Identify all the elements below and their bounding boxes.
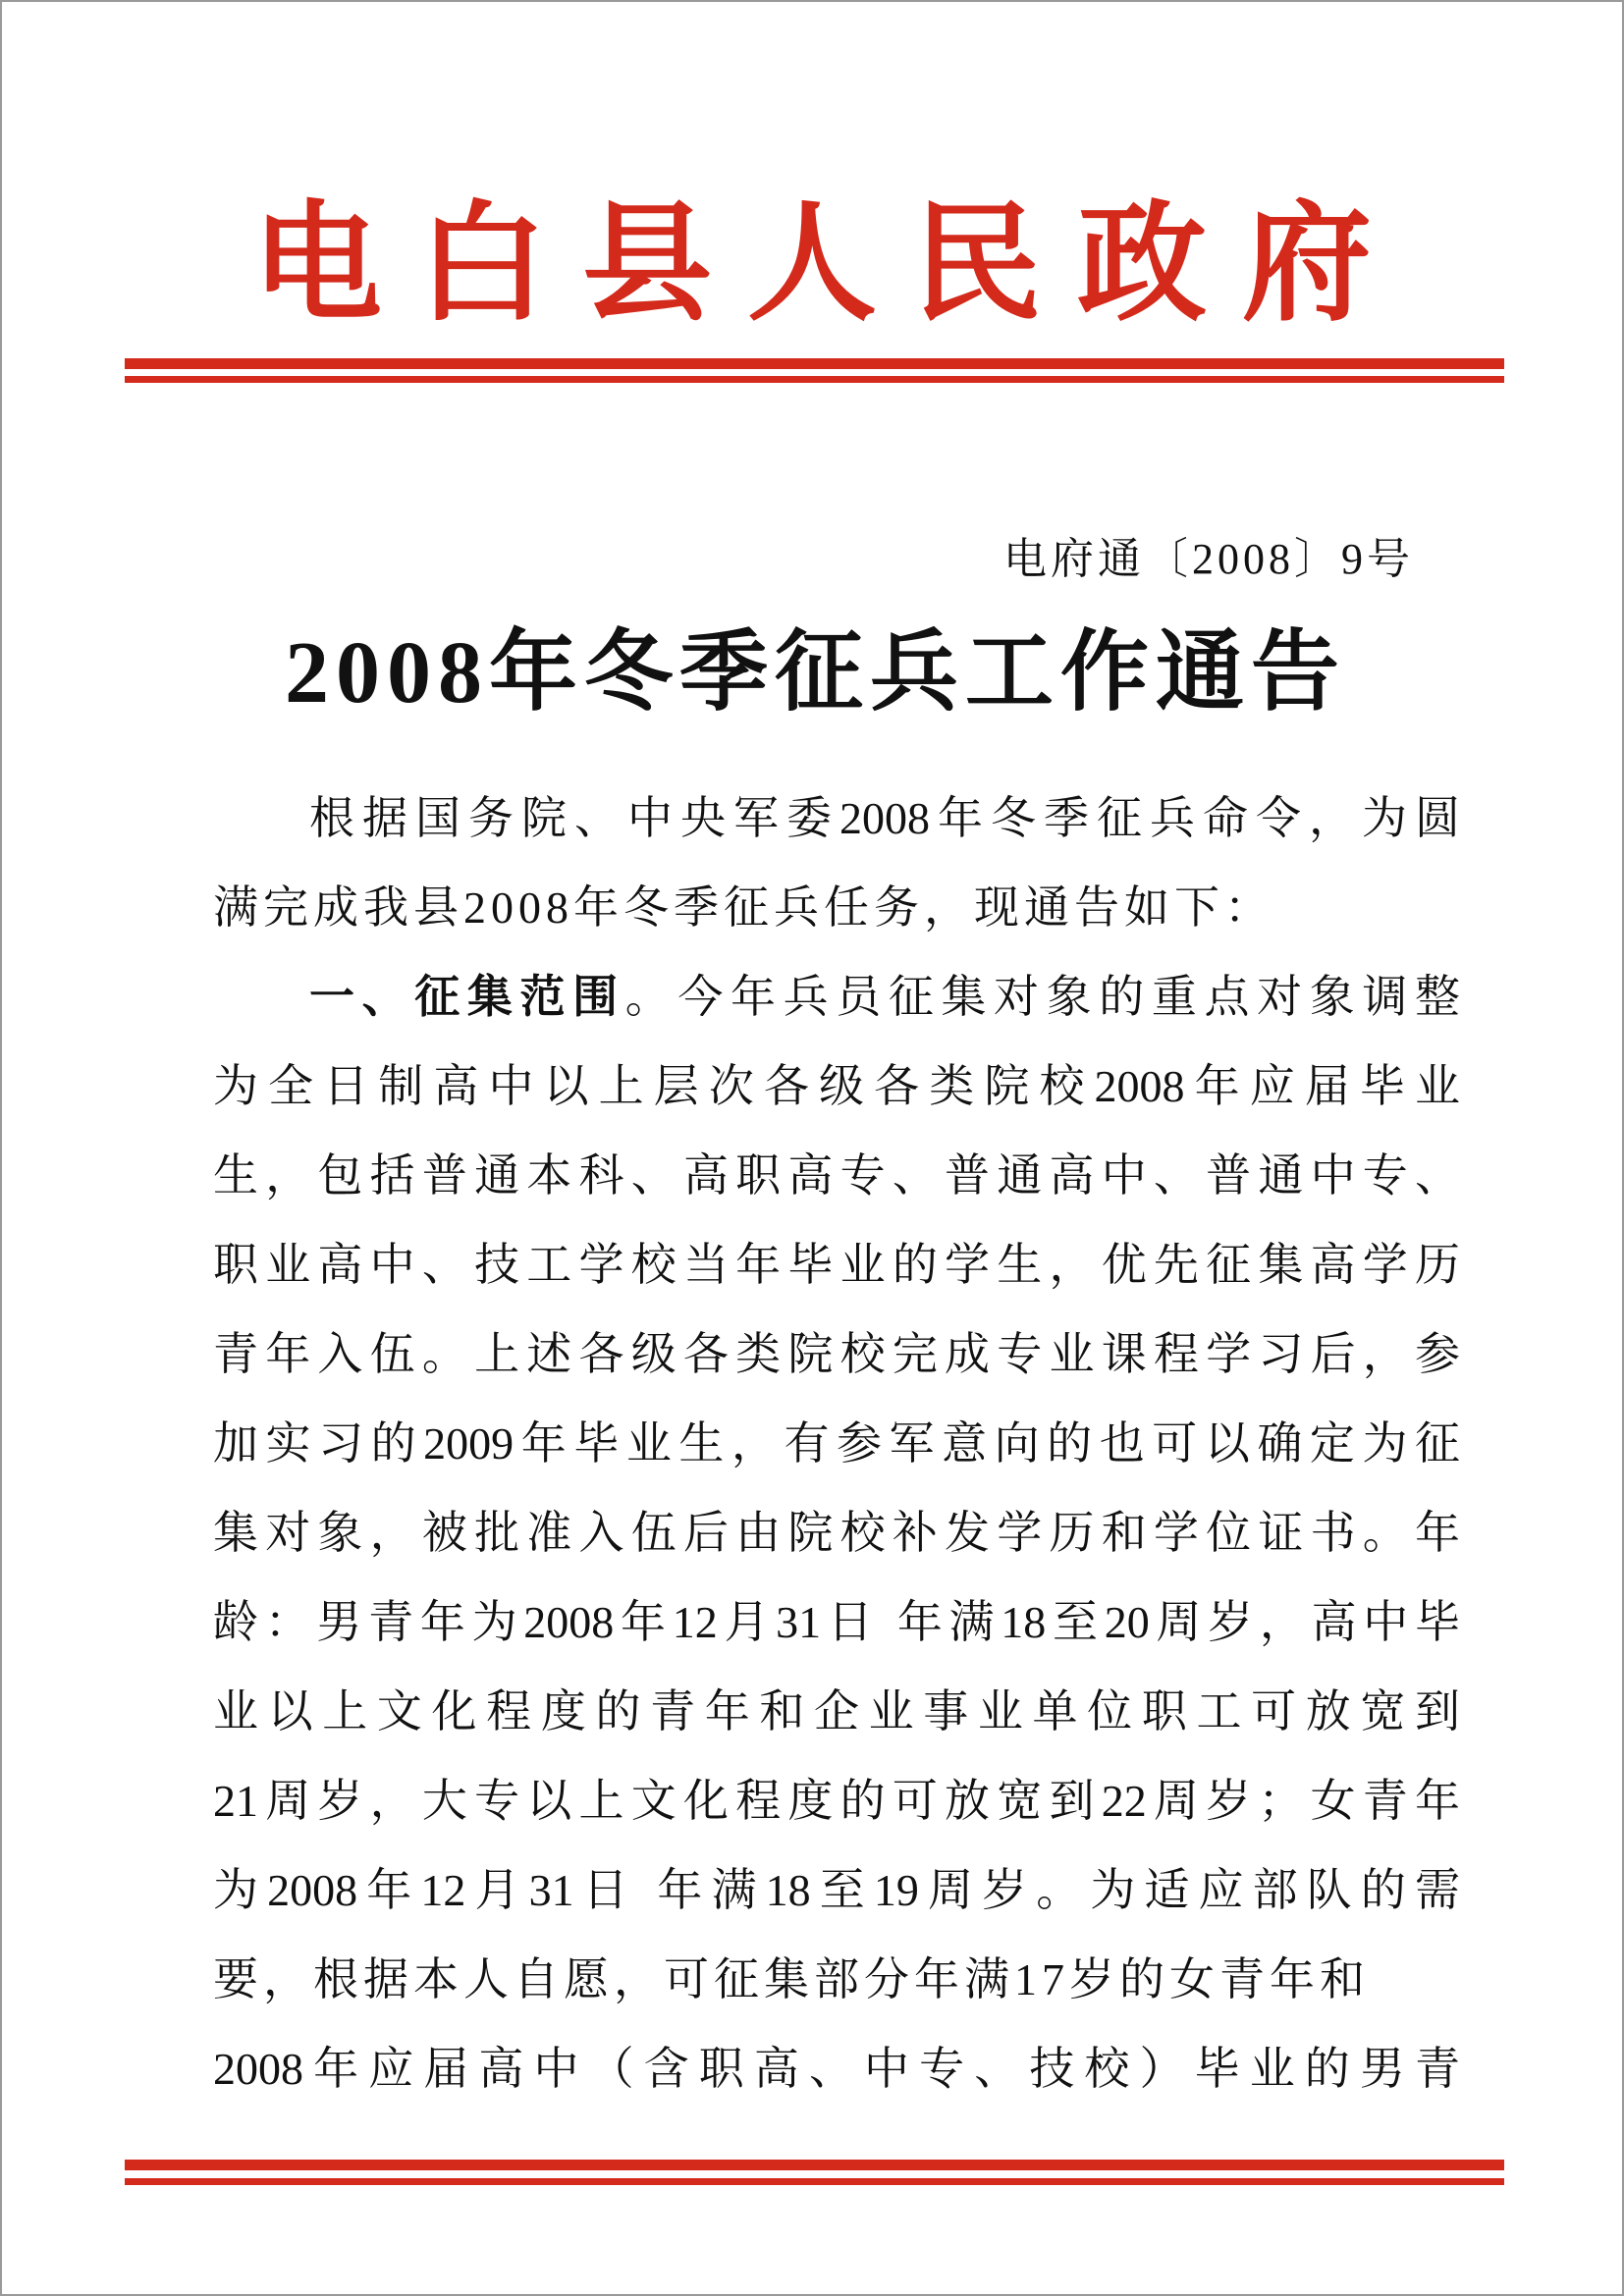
body-line bbox=[213, 863, 1460, 952]
body-line bbox=[213, 1756, 1460, 1845]
doc-number: 电府通〔2008〕9号 bbox=[1003, 535, 1414, 583]
body-line bbox=[213, 1667, 1460, 1756]
body-text: 21周岁，大专以上文化程度的可放宽到22周岁；女青年 bbox=[213, 1776, 1460, 1826]
body-line bbox=[213, 1577, 1460, 1667]
body-text: 生，包括普通本科、高职高专、普通高中、普通中专、 bbox=[213, 1150, 1460, 1201]
body-line bbox=[213, 1131, 1460, 1220]
body-text: 为2008年12月31日 年满18至19周岁。为适应部队的需 bbox=[213, 1865, 1460, 1915]
body-line bbox=[213, 952, 1460, 1041]
body-line bbox=[213, 1488, 1460, 1577]
header-divider-thick bbox=[125, 358, 1504, 369]
header-divider-thin bbox=[125, 376, 1504, 383]
org-name: 电白县人民政府 bbox=[252, 192, 1407, 337]
footer-divider-thick bbox=[125, 2160, 1504, 2170]
body-line bbox=[213, 1309, 1460, 1399]
notice-title: 2008年冬季征兵工作通告 bbox=[285, 624, 1346, 721]
body-text: 。今年兵员征集对象的重点对象调整 bbox=[624, 972, 1461, 1022]
body-line bbox=[213, 1041, 1460, 1131]
footer-divider-thin bbox=[125, 2178, 1504, 2185]
body-emphasis-text: 一、征集范围 bbox=[309, 971, 625, 1022]
body-text: 2008年应届高中（含职高、中专、技校）毕业的男青 bbox=[213, 2044, 1460, 2094]
body-line bbox=[213, 1220, 1460, 1309]
body-text: 为全日制高中以上层次各级各类院校2008年应届毕业 bbox=[213, 1061, 1460, 1111]
body-text: 职业高中、技工学校当年毕业的学生，优先征集高学历 bbox=[213, 1240, 1460, 1290]
body-line bbox=[213, 2024, 1460, 2113]
body-text: 业以上文化程度的青年和企业事业单位职工可放宽到 bbox=[213, 1686, 1460, 1736]
body-text: 集对象，被批准入伍后由院校补发学历和学位证书。年 bbox=[213, 1508, 1460, 1558]
body-line bbox=[213, 774, 1460, 863]
body-text: 青年入伍。上述各级各类院校完成专业课程学习后，参 bbox=[213, 1329, 1460, 1379]
body-text: 加实习的2009年毕业生，有参军意向的也可以确定为征 bbox=[213, 1418, 1460, 1468]
body-text: 要，根据本人自愿，可征集部分年满17岁的女青年和 bbox=[213, 1954, 1370, 2004]
body-line bbox=[213, 1845, 1460, 1935]
body-text: 满完成我县2008年冬季征兵任务，现通告如下： bbox=[213, 882, 1274, 933]
body-text: 龄：男青年为2008年12月31日 年满18至20周岁，高中毕 bbox=[213, 1597, 1460, 1647]
body-line bbox=[213, 1935, 1460, 2024]
notice-body bbox=[213, 774, 1460, 2113]
body-line bbox=[213, 1399, 1460, 1488]
body-text: 根据国务院、中央军委2008年冬季征兵命令，为圆 bbox=[309, 793, 1460, 843]
